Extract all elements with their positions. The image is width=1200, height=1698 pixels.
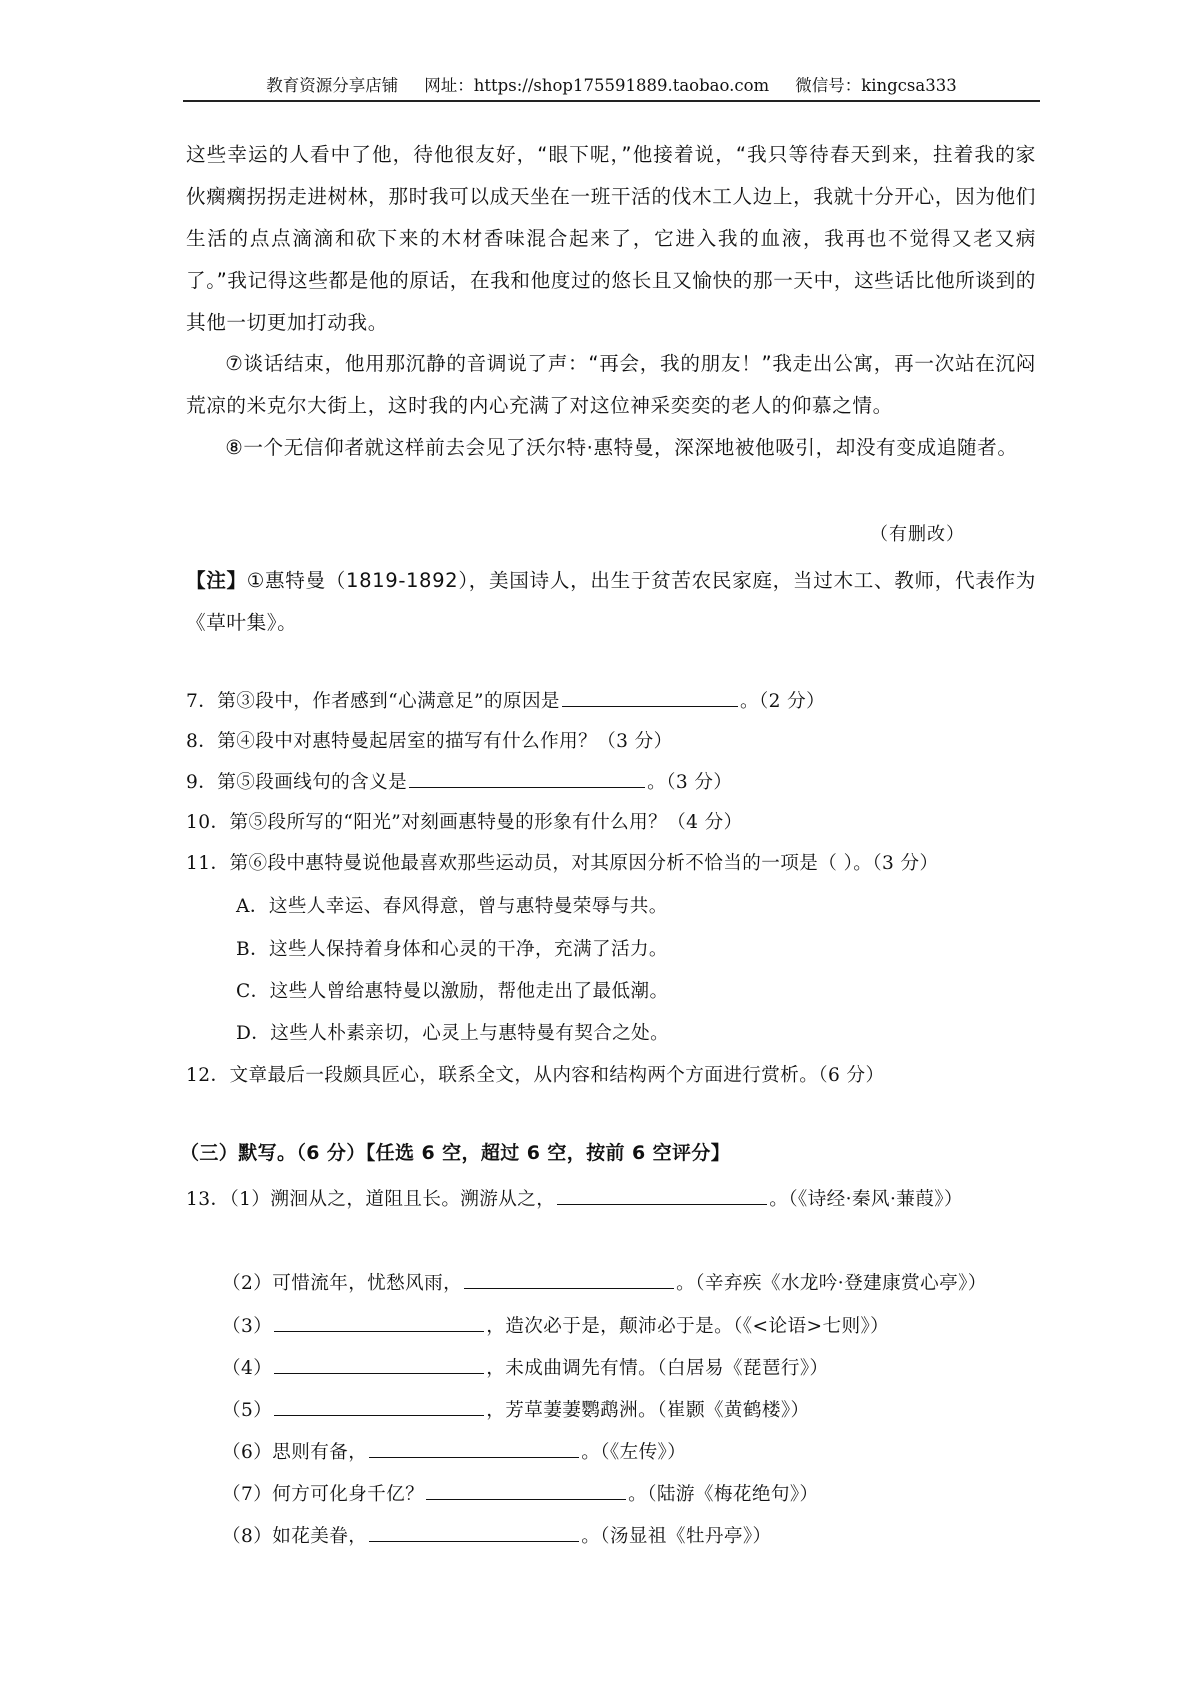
option-a: A．这些人幸运、春风得意，曾与惠特曼荣辱与共。: [236, 896, 668, 917]
question-13-item-6: [222, 1434, 1082, 1472]
question-13-item-8: [222, 1518, 1082, 1556]
item-8-text: （8）如花美眷，: [222, 1526, 368, 1547]
header-wechat: 微信号：kingcsa333: [795, 76, 957, 95]
item-2-text: （2）可惜流年，忧愁风雨，: [222, 1273, 463, 1294]
footnote-label: 【注】: [186, 569, 247, 592]
answer-blank[interactable]: [274, 1311, 484, 1332]
paragraph-7: ⑦谈话结束，他用那沉静的音调说了声：“再会，我的朋友！”我走出公寓，再一次站在沉闷荒凉的米克尔大街上，这时我的内心充满了对这位神采奕奕的老人的仰慕之情。: [186, 352, 1036, 417]
question-13-item-2: [222, 1265, 1082, 1303]
question-10: 10．第⑤段所写的“阳光”对刻画惠特曼的形象有什么用？（4 分）: [186, 812, 743, 833]
question-13-item-5: [222, 1392, 1082, 1430]
page-header: [183, 72, 1040, 102]
item-4-source: ，未成曲调先有情。（白居易《琵琶行》）: [486, 1358, 829, 1379]
item-2-source: 。（辛弃疾《水龙吟·登建康赏心亭》）: [676, 1273, 987, 1294]
question-7-text: 7．第③段中，作者感到“心满意足”的原因是: [186, 691, 560, 712]
answer-blank[interactable]: [274, 1353, 484, 1374]
item-3-source: ，造次必于是，颠沛必于是。（《<论语>七则》）: [486, 1316, 890, 1337]
question-9-text: 9．第⑤段画线句的含义是: [186, 772, 408, 793]
item-5-text: （5）: [222, 1400, 273, 1421]
item-7-text: （7）何方可化身千亿？: [222, 1484, 425, 1505]
question-12: 12．文章最后一段颇具匠心，联系全文，从内容和结构两个方面进行赏析。（6 分）: [186, 1065, 885, 1086]
source-note: （有删改）: [870, 524, 965, 545]
item-4-text: （4）: [222, 1358, 273, 1379]
option-c: C．这些人曾给惠特曼以激励，帮他走出了最低潮。: [236, 981, 669, 1002]
item-6-source: 。（《左传》）: [581, 1442, 687, 1463]
section-3-title: （三）默写。（6 分）【任选 6 空，超过 6 空，按前 6 空评分】: [180, 1142, 731, 1164]
question-9: [186, 767, 1046, 798]
option-b: B．这些人保持着身体和心灵的干净，充满了活力。: [236, 939, 668, 960]
answer-blank[interactable]: [369, 1521, 579, 1542]
question-9-score: 。（3 分）: [647, 772, 733, 793]
question-13-item-3: [222, 1308, 1082, 1346]
answer-blank[interactable]: [369, 1437, 579, 1458]
question-8: 8．第④段中对惠特曼起居室的描写有什么作用？（3 分）: [186, 731, 673, 752]
item-5-source: ，芳草萋萋鹦鹉洲。（崔颢《黄鹤楼》）: [486, 1400, 810, 1421]
question-7: [186, 686, 1046, 717]
item-1-source: 。（《诗经·秦风·蒹葭》）: [769, 1189, 963, 1210]
answer-blank[interactable]: [274, 1395, 484, 1416]
question-13-item-7: [222, 1476, 1082, 1514]
item-6-text: （6）思则有备，: [222, 1442, 368, 1463]
question-13-item-4: [222, 1350, 1082, 1388]
header-site: 网址：https://shop175591889.taobao.com: [424, 76, 770, 95]
footnote-text: ①惠特曼（1819-1892），美国诗人，出生于贫苦农民家庭，当过木工、教师，代表作为《草叶集》。: [186, 569, 1036, 634]
question-7-score: 。（2 分）: [739, 691, 826, 712]
question-13-item-1: [186, 1181, 1046, 1219]
item-3-text: （3）: [222, 1316, 273, 1337]
item-1-text: 13．（1）溯洄从之，道阻且长。溯游从之，: [186, 1189, 556, 1210]
item-7-source: 。（陆游《梅花绝句》）: [628, 1484, 819, 1505]
answer-blank[interactable]: [464, 1268, 674, 1289]
item-8-source: 。（汤显祖《牡丹亭》）: [581, 1526, 772, 1547]
answer-blank[interactable]: [426, 1479, 626, 1500]
paragraph-8: ⑧一个无信仰者就这样前去会见了沃尔特·惠特曼，深深地被他吸引，却没有变成追随者。: [225, 436, 1018, 459]
option-d: D．这些人朴素亲切，心灵上与惠特曼有契合之处。: [236, 1023, 670, 1044]
answer-blank[interactable]: [557, 1184, 767, 1205]
answer-blank[interactable]: [562, 686, 738, 707]
paragraph-6-tail: 这些幸运的人看中了他，待他很友好，“眼下呢，”他接着说，“我只等待春天到来，拄着我的家伙瘸瘸拐拐走进树林，那时我可以成天坐在一班干活的伐木工人边上，我就十分开心，因为他们生活的点点滴滴和砍下来的木材香味混合起来了，它进入我的血液，我再也不觉得又老又病了。”我记得这些都是他的原话，在我和他度过的悠长且又愉快的那一天中，这些话比他所谈到的其他一切更加打动我。: [186, 143, 1036, 334]
footnote: [186, 560, 1036, 644]
answer-blank[interactable]: [409, 767, 645, 788]
question-11: 11．第⑥段中惠特曼说他最喜欢那些运动员，对其原因分析不恰当的一项是（ ）。（3 分）: [186, 853, 939, 874]
header-shop: 教育资源分享店铺: [266, 76, 399, 95]
